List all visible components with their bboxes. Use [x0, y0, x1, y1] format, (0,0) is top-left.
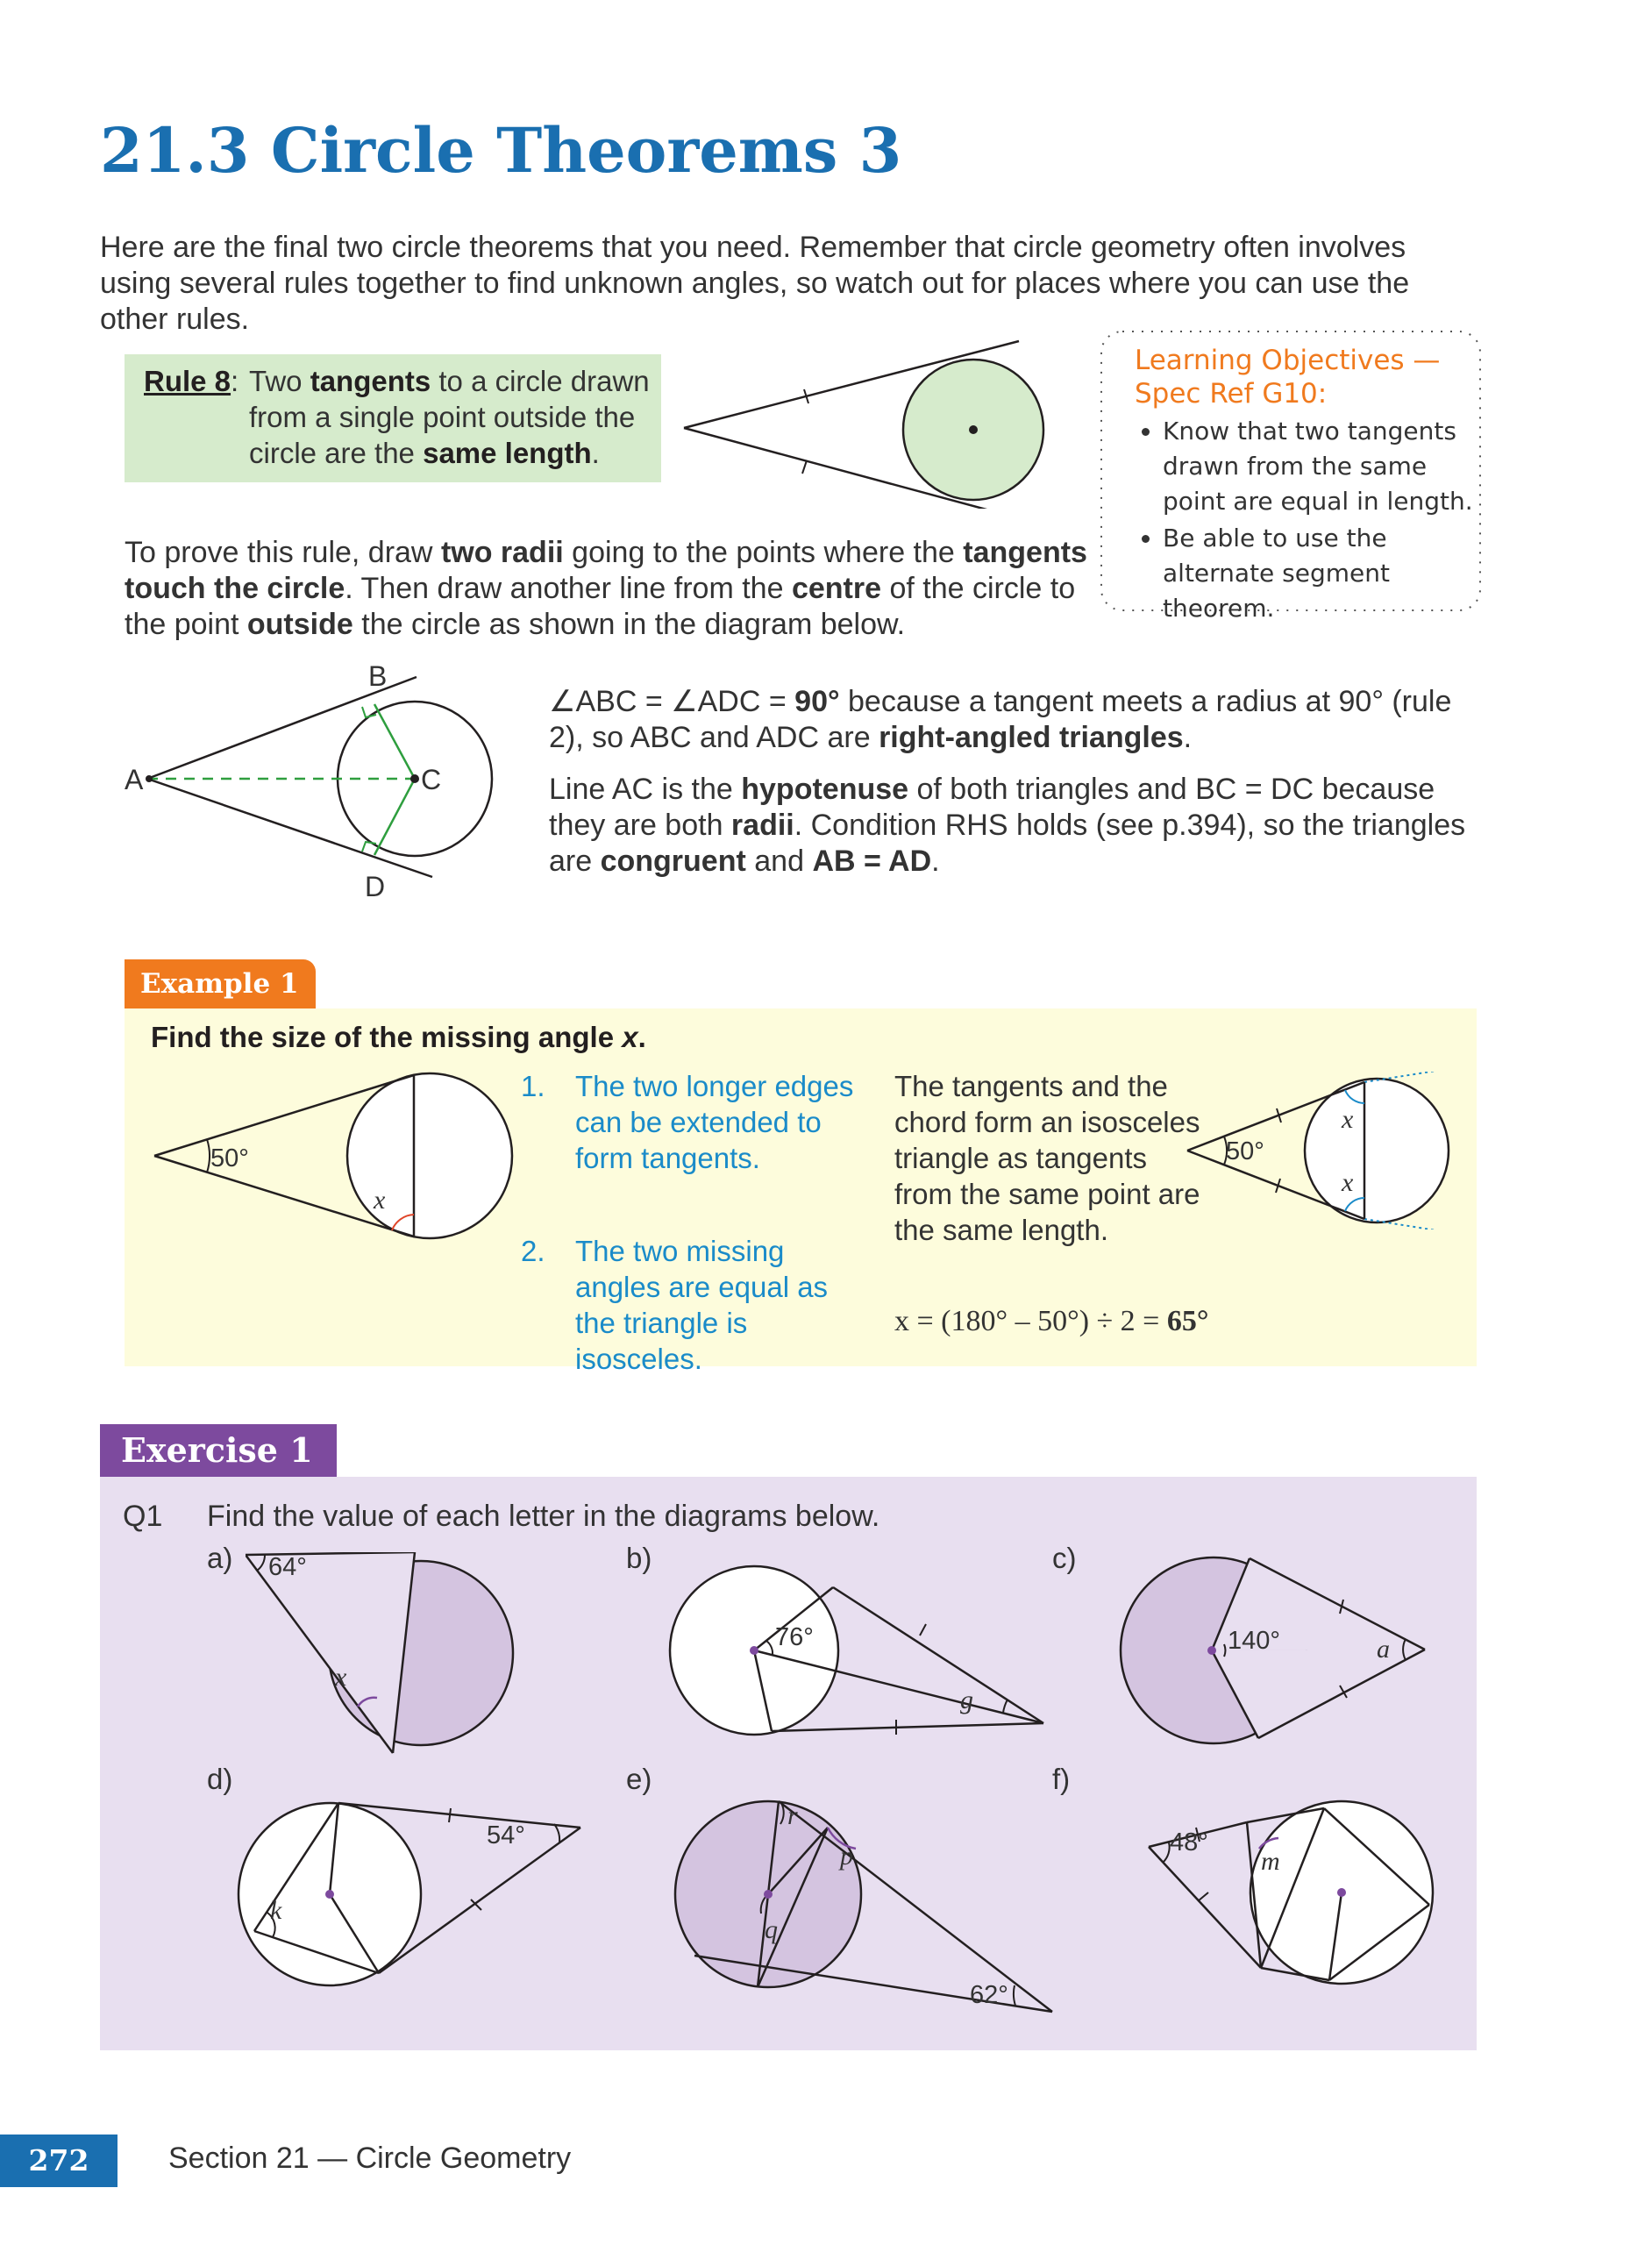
example-question: Find the size of the missing angle x. — [151, 1021, 646, 1053]
part-c-label: c) — [1052, 1542, 1077, 1574]
var-g-label: g — [960, 1686, 973, 1714]
spec-ref: Spec Ref G10: — [1135, 378, 1328, 410]
point-D-label: D — [365, 871, 386, 902]
angle-54-label: 54° — [487, 1821, 525, 1849]
diagram-a — [246, 1552, 526, 1754]
var-m-label: m — [1261, 1847, 1280, 1876]
page-number: 272 — [0, 2135, 117, 2187]
question-text: Find the value of each letter in the diagrams below. — [207, 1500, 880, 1533]
page-title: 21.3 Circle Theorems 3 — [100, 114, 902, 187]
example-calculation: x = (180° – 50°) ÷ 2 = 65° — [894, 1305, 1209, 1337]
objective-item: • Be able to use the alternate segment theorem. — [1163, 521, 1477, 626]
rule-8: Rule 8: Two tangents to a circle drawn from a single point outside the circle are the same length. — [144, 363, 652, 399]
example-var-label: x — [374, 1186, 386, 1215]
diagram-d — [237, 1800, 587, 1992]
diagram-b — [666, 1563, 1052, 1738]
example-step-1: 1. The two longer edges can be extended to form tangents. — [521, 1070, 854, 1174]
proof-step-1: ∠ABC = ∠ADC = 90° because a tangent meets a radius at 90° (rule 2), so ABC and ADC are right-angled triangles. — [549, 685, 1452, 754]
angle-62-label: 62° — [970, 1981, 1008, 2009]
part-b-label: b) — [626, 1542, 652, 1574]
example-diagram — [149, 1068, 517, 1244]
proof-diagram — [114, 658, 517, 903]
example-angle-label: 50° — [210, 1144, 249, 1172]
var-a-label: a — [1377, 1635, 1390, 1664]
example-explanation: The tangents and the chord form an isosceles triangle as tangents from the same point are the same length. — [894, 1070, 1200, 1246]
exercise-tab: Exercise 1 — [100, 1424, 337, 1477]
rule-8-diagram — [675, 333, 1070, 509]
part-e-label: e) — [626, 1763, 652, 1795]
intro-paragraph: Here are the final two circle theorems that you need. Remember that circle geometry often involves using several rules together to find unknown angles, so watch out for places where you can use the other rules. — [100, 231, 1410, 336]
proof-intro: To prove this rule, draw two radii going to the points where the tangents touch the circle. Then draw another line from the centre of the circle to the point outside the circle as shown in the diagram below. — [125, 536, 1087, 641]
proof-step-2: Line AC is the hypotenuse of both triangles and BC = DC because they are both radii. Condition RHS holds (see p.394), so the triangles are congruent and AB = AD. — [549, 773, 1466, 878]
angle-48-label: 48° — [1170, 1828, 1208, 1857]
var-k-label: k — [270, 1896, 282, 1925]
part-a-label: a) — [207, 1542, 233, 1574]
example-2-var-label-2: x — [1342, 1168, 1354, 1197]
learning-objectives-title: Learning Objectives — — [1135, 345, 1441, 376]
proof-explanation — [549, 684, 1487, 895]
objective-item: • Know that two tangents drawn from the same point are equal in length. — [1163, 414, 1477, 519]
part-f-label: f) — [1052, 1763, 1071, 1795]
var-r-label: r — [787, 1801, 798, 1830]
diagram-f — [1131, 1800, 1456, 1992]
angle-140-label: 140° — [1228, 1627, 1280, 1655]
example-tab: Example 1 — [125, 959, 316, 1008]
objectives-list — [1135, 414, 1477, 626]
angle-76-label: 76° — [775, 1623, 814, 1651]
var-p-label: p — [840, 1842, 853, 1871]
rule-label: Rule 8 — [144, 365, 231, 397]
point-B-label: B — [368, 660, 388, 692]
point-C-label: C — [421, 764, 442, 795]
example-step-2: 2. The two missing angles are equal as the triangle is isosceles. — [521, 1235, 829, 1375]
point-A-label: A — [125, 764, 144, 795]
diagram-c — [1114, 1554, 1438, 1752]
section-title: Section 21 — Circle Geometry — [168, 2142, 572, 2175]
example-2-angle-label: 50° — [1226, 1137, 1264, 1165]
part-d-label: d) — [207, 1763, 233, 1795]
angle-64-label: 64° — [268, 1553, 307, 1581]
example-diagram-2 — [1178, 1072, 1468, 1229]
diagram-e — [666, 1800, 1061, 2045]
question-number: Q1 — [123, 1500, 163, 1533]
example-2-var-label-1: x — [1342, 1105, 1354, 1134]
var-x-label: x — [335, 1663, 347, 1692]
rule-text: Two tangents to a circle drawn from a single point outside the circle are the same length. — [249, 365, 650, 469]
var-q-label: q — [765, 1915, 778, 1944]
learning-objectives — [1094, 326, 1487, 623]
